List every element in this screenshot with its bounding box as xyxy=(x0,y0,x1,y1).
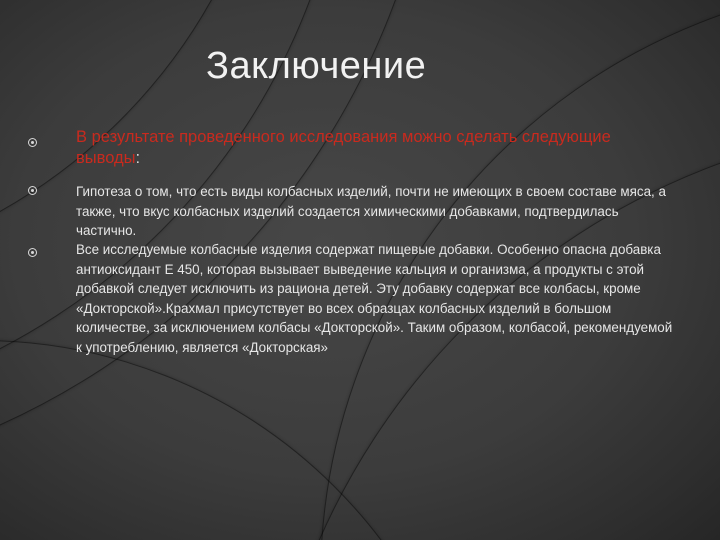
intro-colon: : xyxy=(135,149,141,167)
decorative-arc xyxy=(0,340,482,540)
bullet-icon xyxy=(28,138,37,147)
slide-title: Заключение xyxy=(206,45,427,87)
intro-text: В результате проведенного исследования можно сделать следующие выводы xyxy=(76,128,611,167)
bullet-icon xyxy=(28,186,37,195)
bullet-point-hypothesis: Гипотеза о том, что есть виды колбасных изделий, почти не имеющих в своем составе мяса, а также, что вкус колбасных изделий создается химическими добавками, подтвердилась частично. xyxy=(76,184,666,238)
bullet-point-additives: Все исследуемые колбасные изделия содержат пищевые добавки. Особенно опасна добавка антиоксидант Е 450, которая вызывает выведение кальция и организма, а продукты с этой добавкой следует исключить из рациона детей. Эту добавку содержат все колбасы, кроме «Докторской».Крахмал присутствует во всех образцах колбасных изделий в большом количестве, за исключением колбасы «Докторской». Таким образом, колбасой, рекомендуемой к употреблению, является «Докторская» xyxy=(76,242,673,355)
intro-paragraph xyxy=(76,127,676,169)
bullet-icon xyxy=(28,248,37,257)
